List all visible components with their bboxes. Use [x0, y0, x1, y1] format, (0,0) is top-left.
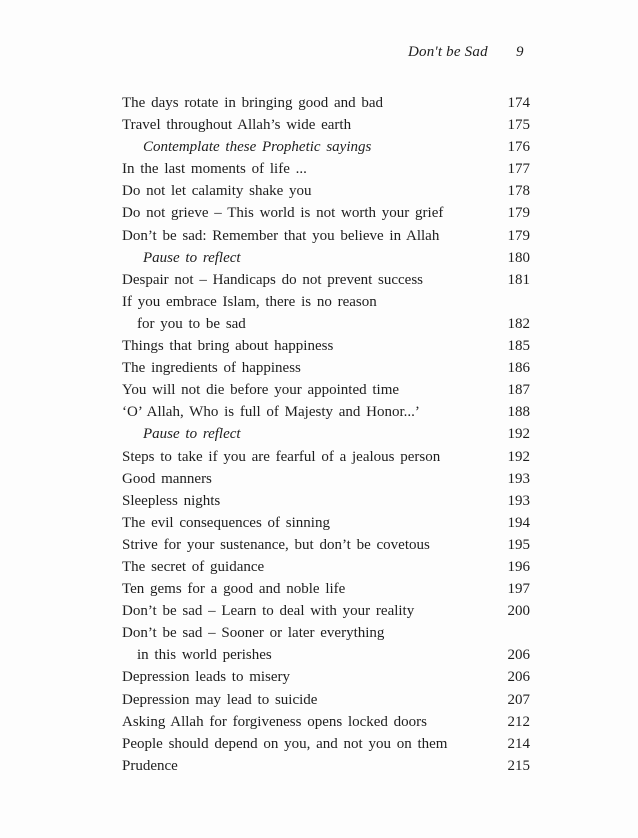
- toc-entry: [122, 423, 530, 445]
- toc-entry-page: 193: [507, 492, 530, 509]
- toc-entry-page: 206: [507, 647, 530, 664]
- toc-entry-title: Don’t be sad – Sooner or later everything: [122, 625, 385, 642]
- toc-entry: [122, 490, 530, 512]
- toc-entry-page: 192: [507, 426, 530, 443]
- toc-entry-title: Good manners: [122, 470, 212, 487]
- toc-entry-title: Sleepless nights: [122, 492, 221, 509]
- toc-entry-page: 196: [507, 558, 530, 575]
- toc-entry: [122, 733, 530, 755]
- toc-entry-page: 207: [507, 691, 530, 708]
- toc-entry-title: Depression may lead to suicide: [122, 691, 318, 708]
- toc-entry: [122, 600, 530, 622]
- toc-entry-title: The secret of guidance: [122, 558, 265, 575]
- toc-entry-title: Asking Allah for forgiveness opens locked doors: [122, 713, 428, 730]
- toc-entry-page: 185: [507, 338, 530, 355]
- toc-entry: [122, 158, 530, 180]
- toc-entry: [122, 291, 530, 313]
- toc-entry: [122, 534, 530, 556]
- toc-entry-title: Pause to reflect: [143, 426, 241, 443]
- toc-entry-title: People should depend on you, and not you on them: [122, 735, 448, 752]
- toc-entry-page: 197: [507, 581, 530, 598]
- toc-entry-page: 187: [507, 382, 530, 399]
- toc-entry: [122, 114, 530, 136]
- toc-entry: [122, 689, 530, 711]
- toc-entry-title: In the last moments of life ...: [122, 161, 307, 178]
- toc-entry: [122, 225, 530, 247]
- toc-entry-title: Strive for your sustenance, but don’t be covetous: [122, 536, 430, 553]
- toc-entry: [122, 755, 530, 777]
- toc-entry: [122, 136, 530, 158]
- toc-entry: [122, 247, 530, 269]
- toc-entry-title: Depression leads to misery: [122, 669, 291, 686]
- toc-entry: [122, 335, 530, 357]
- toc-entry-title: in this world perishes: [137, 647, 272, 664]
- toc-entry: [122, 202, 530, 224]
- toc-entry-page: 175: [507, 117, 530, 134]
- toc-entry-page: 200: [507, 603, 530, 620]
- toc-entry-title: Steps to take if you are fearful of a jealous person: [122, 448, 441, 465]
- toc-entry-title: Things that bring about happiness: [122, 338, 334, 355]
- toc-entry-title: If you embrace Islam, there is no reason: [122, 293, 377, 310]
- toc-entry-page: 179: [507, 205, 530, 222]
- toc-entry-page: 215: [507, 757, 530, 774]
- toc-entry: [122, 468, 530, 490]
- toc-entry: [122, 401, 530, 423]
- toc-entry-page: 214: [507, 735, 530, 752]
- page-number: 9: [516, 44, 524, 60]
- toc-entry-page: 188: [507, 404, 530, 421]
- page-header: [0, 44, 638, 66]
- toc-entry: [122, 622, 530, 644]
- toc-entry-title: You will not die before your appointed time: [122, 382, 400, 399]
- toc-entry: [122, 269, 530, 291]
- toc-entry-page: 195: [507, 536, 530, 553]
- toc-entry-title: Despair not – Handicaps do not prevent success: [122, 271, 424, 288]
- toc-entry-title: Contemplate these Prophetic sayings: [143, 139, 372, 156]
- toc-entry-page: 179: [507, 227, 530, 244]
- toc-entry-page: 176: [507, 139, 530, 156]
- toc-entry-title: Pause to reflect: [143, 249, 241, 266]
- toc-entry-page: 212: [507, 713, 530, 730]
- toc-entry-title: The days rotate in bringing good and bad: [122, 95, 384, 111]
- toc-entry-page: 177: [507, 161, 530, 178]
- toc-entry: [122, 92, 530, 114]
- toc-entry-title: The ingredients of happiness: [122, 360, 301, 377]
- toc-entry-page: 182: [507, 315, 530, 332]
- toc-entry: [122, 512, 530, 534]
- toc-entry-title: Don’t be sad: Remember that you believe in Allah: [122, 227, 440, 244]
- toc-entry-page: 181: [507, 271, 530, 288]
- toc-entry-title: Ten gems for a good and noble life: [122, 581, 346, 598]
- toc-entry-title: Don’t be sad – Learn to deal with your reality: [122, 603, 415, 620]
- toc-entry: [122, 666, 530, 688]
- toc-entry-page: 194: [507, 514, 530, 531]
- toc-entry-page: 178: [507, 183, 530, 200]
- toc-entry-page: 180: [507, 249, 530, 266]
- toc-entry-title: Prudence: [122, 757, 178, 774]
- toc-entry: [122, 180, 530, 202]
- toc-entry-title: Do not grieve – This world is not worth your grief: [122, 205, 444, 222]
- toc-entry-page: 174: [507, 95, 530, 111]
- toc-entry: [122, 313, 530, 335]
- toc-entry-page: 206: [507, 669, 530, 686]
- toc-entry: [122, 556, 530, 578]
- running-title: Don't be Sad: [408, 44, 488, 60]
- toc-entry: [122, 357, 530, 379]
- toc-entry-title: Do not let calamity shake you: [122, 183, 312, 200]
- toc-entry-title: The evil consequences of sinning: [122, 514, 330, 531]
- toc-entry: [122, 644, 530, 666]
- toc-entry: [122, 578, 530, 600]
- toc-entry-title: for you to be sad: [137, 315, 246, 332]
- toc-entry-page: 186: [507, 360, 530, 377]
- toc-entry-title: ‘O’ Allah, Who is full of Majesty and Honor...’: [122, 404, 420, 421]
- toc-entry-page: 192: [507, 448, 530, 465]
- table-of-contents: [122, 92, 530, 777]
- toc-entry: [122, 711, 530, 733]
- toc-entry: [122, 446, 530, 468]
- toc-entry: [122, 379, 530, 401]
- toc-entry-title: Travel throughout Allah’s wide earth: [122, 117, 352, 134]
- toc-entry-page: 193: [507, 470, 530, 487]
